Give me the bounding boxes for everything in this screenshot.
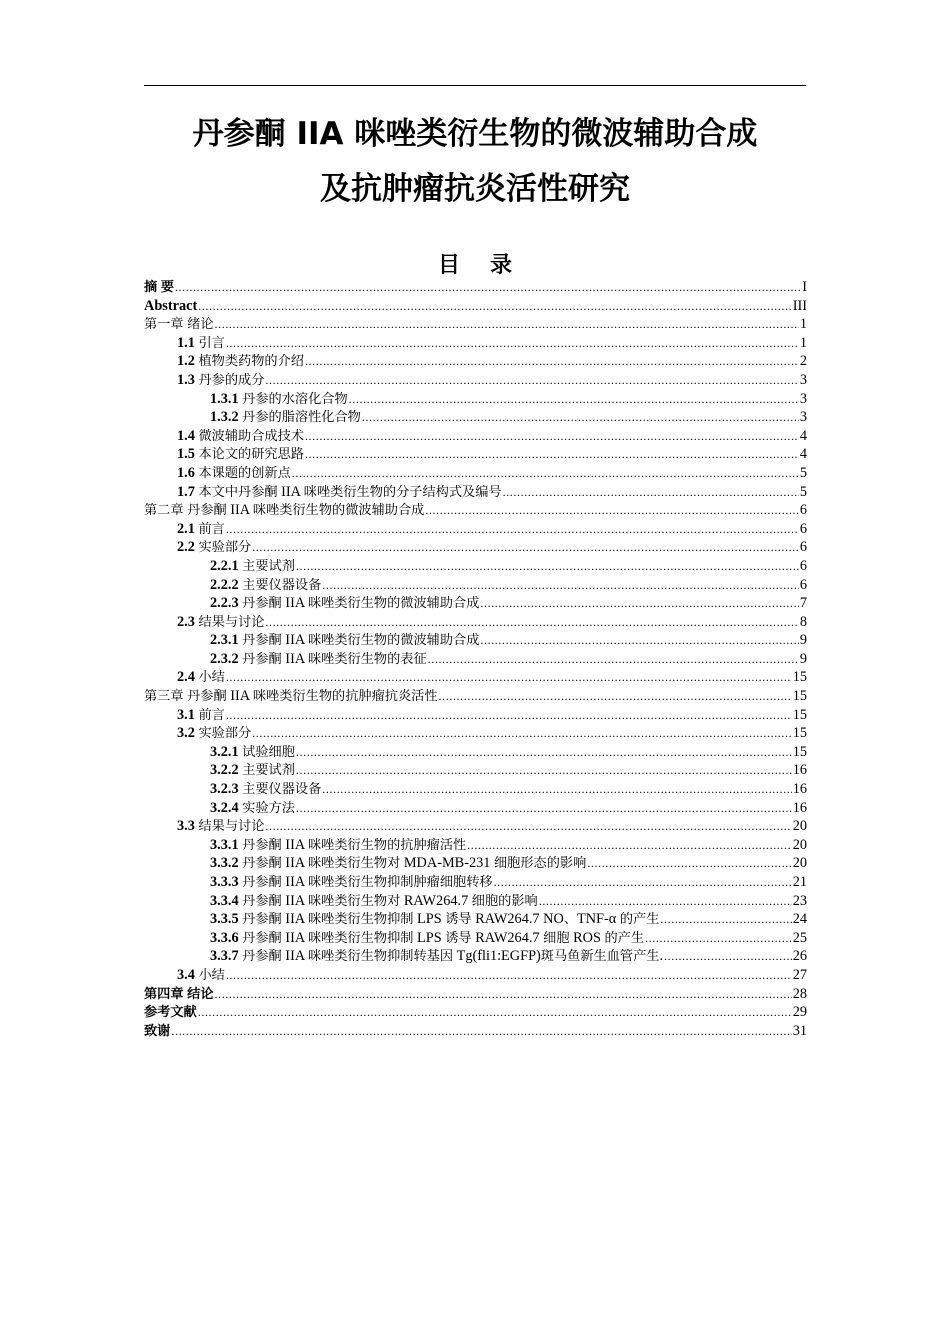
toc-entry-title <box>144 278 174 297</box>
toc-page-number: 4 <box>799 427 807 444</box>
toc-entry-label: 引言 <box>198 335 225 351</box>
toc-entry-number: 3.2.4 <box>210 799 239 816</box>
toc-entry-label: 丹参酮 IIA 咪唑类衍生物的抗肿瘤活性 <box>242 836 467 853</box>
document-title-line-2: 及抗肿瘤抗炎活性研究 <box>320 171 630 207</box>
toc-entry[interactable] <box>144 724 807 743</box>
toc-entry-title <box>144 315 214 334</box>
toc-entry-title <box>144 297 197 316</box>
toc-entry[interactable] <box>144 892 807 911</box>
toc-page-number: 27 <box>792 966 807 983</box>
toc-entry-title <box>177 668 225 687</box>
toc-entry-number: 3.3 <box>177 818 195 835</box>
toc-entry-title <box>177 483 502 502</box>
toc-entry[interactable] <box>144 929 807 948</box>
toc-entry-title <box>210 743 295 762</box>
toc-entry[interactable] <box>144 687 807 706</box>
toc-page-number: 15 <box>792 706 807 723</box>
toc-entry-number: 1.3 <box>177 371 195 388</box>
toc-page-number: 6 <box>799 557 807 574</box>
toc-page-number: 3 <box>799 371 807 388</box>
toc-leader-dots <box>226 966 792 985</box>
toc-leader-dots <box>252 538 799 557</box>
toc-entry[interactable] <box>144 743 807 762</box>
toc-page-number: 16 <box>792 781 807 798</box>
toc-entry-title <box>177 427 304 446</box>
toc-entry-number: 1.3.1 <box>210 390 239 407</box>
toc-entry-title <box>210 576 321 595</box>
toc-leader-dots <box>439 687 792 706</box>
toc-entry-label: 丹参的成分 <box>198 372 265 388</box>
toc-entry[interactable] <box>144 278 807 297</box>
toc-leader-dots <box>645 929 792 948</box>
toc-entry-number: 3.2.1 <box>210 743 239 760</box>
toc-leader-dots <box>171 1022 791 1041</box>
toc-heading: 目录 <box>437 253 542 278</box>
toc-page-number: 23 <box>792 892 807 909</box>
toc-leader-dots <box>198 297 792 316</box>
toc-leader-dots <box>296 743 792 762</box>
toc-entry[interactable] <box>144 817 807 836</box>
toc-leader-dots <box>660 910 791 929</box>
toc-entry-title <box>210 780 321 799</box>
toc-entry[interactable] <box>144 371 807 390</box>
toc-entry-number: 3.2.2 <box>210 762 239 779</box>
toc-leader-dots <box>322 576 799 595</box>
toc-leader-dots <box>265 371 798 390</box>
toc-entry-label: 丹参的水溶化合物 <box>242 391 348 407</box>
toc-page-number: 25 <box>792 929 807 946</box>
toc-entry-title <box>210 650 427 669</box>
toc-entry-title <box>177 724 251 743</box>
toc-entry-label: 结果与讨论 <box>198 614 265 630</box>
toc-entry-label: 实验方法 <box>242 800 295 816</box>
toc-page-number: 16 <box>792 799 807 816</box>
toc-entry-label: 试验细胞 <box>242 744 295 760</box>
toc-leader-dots <box>226 334 799 353</box>
toc-page-number: 31 <box>792 1022 807 1039</box>
toc-leader-dots <box>226 668 792 687</box>
toc-entry-number: 1.1 <box>177 334 195 351</box>
toc-entry[interactable] <box>144 1003 807 1022</box>
toc-leader-dots <box>175 278 801 297</box>
toc-entry-number: 2.2 <box>177 539 195 556</box>
table-of-contents <box>144 278 807 1040</box>
toc-entry[interactable] <box>144 427 807 446</box>
toc-entry[interactable] <box>144 352 807 371</box>
toc-entry-label: 小结 <box>198 670 225 686</box>
toc-entry[interactable] <box>144 854 807 873</box>
toc-entry-number: 1.6 <box>177 464 195 481</box>
toc-page-number: 6 <box>799 576 807 593</box>
toc-entry-label: 丹参酮 IIA 咪唑类衍生物对 MDA-MB-231 细胞形态的影响 <box>242 855 587 872</box>
toc-entry[interactable] <box>144 985 807 1004</box>
toc-leader-dots <box>349 390 799 409</box>
toc-entry-label: 丹参酮 IIA 咪唑类衍生物抑制 LPS 诱导 RAW264.7 细胞 ROS 的产生 <box>242 929 645 946</box>
toc-leader-dots <box>252 724 792 743</box>
toc-entry-title <box>177 706 225 725</box>
toc-page-number: 6 <box>799 539 807 556</box>
toc-leader-dots <box>664 947 792 966</box>
toc-entry-title <box>210 799 295 818</box>
toc-entry-label: 主要仪器设备 <box>242 577 322 593</box>
toc-page-number: 16 <box>792 762 807 779</box>
toc-leader-dots <box>480 594 798 613</box>
toc-entry[interactable] <box>144 761 807 780</box>
toc-entry[interactable] <box>144 483 807 502</box>
toc-entry[interactable] <box>144 408 807 427</box>
toc-entry-label: 第四章 结论 <box>144 986 214 1002</box>
toc-entry-label: 丹参酮 IIA 咪唑类衍生物抑制转基因 Tg(fli1:EGFP)斑马鱼新生血管产生. <box>242 948 664 965</box>
toc-leader-dots <box>215 985 792 1004</box>
toc-entry[interactable] <box>144 297 807 316</box>
toc-entry[interactable] <box>144 650 807 669</box>
toc-leader-dots <box>362 408 799 427</box>
toc-entry[interactable] <box>144 538 807 557</box>
toc-page-number: 15 <box>792 743 807 760</box>
toc-leader-dots <box>587 854 791 873</box>
toc-entry-label: 结果与讨论 <box>198 819 265 835</box>
toc-entry[interactable] <box>144 799 807 818</box>
toc-entry-label: 主要试剂 <box>242 763 295 779</box>
toc-entry-title <box>177 352 304 371</box>
toc-page-number: 26 <box>792 948 807 965</box>
toc-entry-title <box>144 687 438 706</box>
toc-entry-label: 丹参酮 IIA 咪唑类衍生物的微波辅助合成 <box>242 595 480 612</box>
toc-entry[interactable] <box>144 910 807 929</box>
toc-entry[interactable] <box>144 668 807 687</box>
toc-page-number: 2 <box>799 353 807 370</box>
toc-page-number: 15 <box>792 669 807 686</box>
toc-entry-label: 本课题的创新点 <box>198 465 291 481</box>
toc-entry-label: 实验部分 <box>198 726 252 742</box>
toc-entry-number: 3.3.1 <box>210 836 239 853</box>
toc-entry[interactable] <box>144 594 807 613</box>
toc-page-number: 6 <box>799 520 807 537</box>
toc-leader-dots <box>265 613 798 632</box>
toc-entry-label: 丹参酮 IIA 咪唑类衍生物对 RAW264.7 细胞的影响 <box>242 892 538 909</box>
toc-entry-title <box>210 892 538 911</box>
toc-entry[interactable] <box>144 836 807 855</box>
toc-page-number: 24 <box>792 911 807 928</box>
toc-page-number: 20 <box>792 855 807 872</box>
toc-entry-label: 实验部分 <box>198 540 252 556</box>
toc-entry-number: 2.1 <box>177 520 195 537</box>
toc-page-number: I <box>802 279 807 295</box>
toc-entry-number: 3.3.7 <box>210 948 239 965</box>
toc-entry-label: 参考文献 <box>144 1005 197 1021</box>
toc-entry-number: 2.3.2 <box>210 650 239 667</box>
toc-page-number: 5 <box>799 464 807 481</box>
toc-page-number: 21 <box>792 874 807 890</box>
toc-leader-dots <box>226 706 792 725</box>
toc-entry-label: 丹参酮 IIA 咪唑类衍生物的表征 <box>242 650 427 667</box>
toc-entry-title <box>210 557 295 576</box>
toc-entry-label: 前言 <box>198 707 225 723</box>
toc-leader-dots <box>296 761 792 780</box>
toc-entry-label: 第一章 绪论 <box>144 317 214 333</box>
toc-leader-dots <box>494 873 792 892</box>
toc-entry[interactable] <box>144 445 807 464</box>
toc-entry[interactable] <box>144 706 807 725</box>
toc-entry-title <box>210 873 493 892</box>
toc-entry-label: 主要仪器设备 <box>242 782 322 798</box>
toc-entry-title <box>177 464 291 483</box>
toc-page-number: 15 <box>792 725 807 742</box>
toc-leader-dots <box>198 1003 792 1022</box>
toc-page-number: 5 <box>799 483 807 500</box>
toc-page-number: 4 <box>799 446 807 463</box>
toc-entry-number: 1.3.2 <box>210 409 239 426</box>
toc-entry-title <box>177 334 225 353</box>
toc-entry-number: 1.7 <box>177 483 195 500</box>
toc-entry-title <box>177 445 304 464</box>
toc-entry-title <box>210 631 479 650</box>
toc-entry[interactable] <box>144 576 807 595</box>
toc-entry-number: 3.1 <box>177 706 195 723</box>
toc-entry[interactable] <box>144 873 807 892</box>
toc-entry-title <box>210 408 361 427</box>
toc-entry-label: 植物类药物的介绍 <box>198 354 304 370</box>
toc-entry-title <box>210 947 663 966</box>
toc-entry-label: 主要试剂 <box>242 558 295 574</box>
toc-entry[interactable] <box>144 520 807 539</box>
toc-leader-dots <box>425 501 798 520</box>
toc-entry-number: 3.3.4 <box>210 892 239 909</box>
toc-entry-title <box>210 929 644 948</box>
toc-entry-title <box>144 501 424 520</box>
toc-entry-label: 本论文的研究思路 <box>198 447 304 463</box>
toc-entry-label: Abstract <box>144 297 198 314</box>
toc-page-number: 9 <box>799 632 807 649</box>
toc-page-number: 28 <box>792 985 807 1002</box>
toc-leader-dots <box>503 483 799 502</box>
toc-entry[interactable] <box>144 1022 807 1041</box>
toc-entry-label: 丹参酮 IIA 咪唑类衍生物抑制 LPS 诱导 RAW264.7 NO、TNF-α 的产生 <box>242 911 660 928</box>
toc-entry-label: 本文中丹参酮 IIA 咪唑类衍生物的分子结构式及编号 <box>198 483 502 500</box>
toc-entry-number: 2.4 <box>177 669 195 686</box>
toc-entry-number: 3.3.6 <box>210 929 239 946</box>
header-rule <box>144 85 806 86</box>
toc-page-number: 15 <box>792 688 807 705</box>
toc-entry-number: 2.2.3 <box>210 595 239 612</box>
toc-leader-dots <box>305 352 799 371</box>
toc-leader-dots <box>428 650 799 669</box>
toc-page-number: 7 <box>799 595 807 612</box>
toc-entry-title <box>210 761 295 780</box>
toc-entry-number: 2.2.1 <box>210 557 239 574</box>
toc-page-number: 6 <box>799 502 807 519</box>
toc-page-number: 1 <box>799 334 807 351</box>
toc-entry-label: 小结 <box>198 967 225 983</box>
toc-entry-label: 丹参酮 IIA 咪唑类衍生物抑制肿瘤细胞转移 <box>242 874 493 890</box>
toc-leader-dots <box>296 799 792 818</box>
toc-leader-dots <box>322 780 791 799</box>
toc-leader-dots <box>480 631 798 650</box>
toc-entry[interactable] <box>144 613 807 632</box>
toc-entry-label: 致谢 <box>144 1023 171 1039</box>
toc-leader-dots <box>539 892 792 911</box>
toc-entry-title <box>177 520 225 539</box>
toc-entry-title <box>210 910 659 929</box>
toc-entry-title <box>210 390 348 409</box>
toc-page-number: 9 <box>799 650 807 667</box>
toc-leader-dots <box>467 836 792 855</box>
toc-entry-label: 第二章 丹参酮 IIA 咪唑类衍生物的微波辅助合成 <box>144 502 425 519</box>
toc-entry-label: 丹参酮 IIA 咪唑类衍生物的微波辅助合成 <box>242 632 480 649</box>
toc-page-number: 8 <box>799 613 807 630</box>
toc-page-number: 3 <box>799 390 807 407</box>
toc-entry-label: 微波辅助合成技术 <box>198 428 304 444</box>
toc-entry[interactable] <box>144 947 807 966</box>
toc-entry[interactable] <box>144 780 807 799</box>
toc-entry[interactable] <box>144 501 807 520</box>
toc-page-number: 29 <box>792 1004 807 1021</box>
toc-entry-label: 第三章 丹参酮 IIA 咪唑类衍生物的抗肿瘤抗炎活性 <box>144 688 438 705</box>
toc-entry-number: 3.2 <box>177 725 195 742</box>
toc-entry-number: 3.3.3 <box>210 874 239 890</box>
toc-entry-title <box>144 1022 170 1041</box>
toc-entry-title <box>210 594 479 613</box>
toc-leader-dots <box>305 427 799 446</box>
toc-entry-title <box>210 836 466 855</box>
toc-entry-title <box>210 854 586 873</box>
toc-entry[interactable] <box>144 464 807 483</box>
toc-leader-dots <box>215 315 799 334</box>
toc-leader-dots <box>226 520 799 539</box>
toc-entry-label: 前言 <box>198 521 225 537</box>
toc-leader-dots <box>292 464 799 483</box>
toc-entry-label: 丹参的脂溶性化合物 <box>242 410 361 426</box>
toc-entry-number: 2.2.2 <box>210 576 239 593</box>
toc-entry-number: 1.2 <box>177 353 195 370</box>
toc-page-number: 20 <box>792 818 807 835</box>
document-title-line-1: 丹参酮 IIA 咪唑类衍生物的微波辅助合成 <box>192 116 758 152</box>
toc-page-number: 3 <box>799 409 807 426</box>
toc-page-number: 1 <box>799 316 807 333</box>
toc-entry-title <box>144 985 214 1004</box>
toc-entry-title <box>177 538 251 557</box>
toc-entry-number: 3.3.5 <box>210 911 239 928</box>
toc-entry-number: 3.3.2 <box>210 855 239 872</box>
toc-leader-dots <box>305 445 799 464</box>
toc-entry[interactable] <box>144 631 807 650</box>
toc-leader-dots <box>265 817 791 836</box>
toc-entry-label: 摘 要 <box>144 280 174 295</box>
toc-entry-title <box>177 966 225 985</box>
toc-entry-title <box>177 817 264 836</box>
toc-entry-title <box>177 371 264 390</box>
toc-entry-title <box>144 1003 197 1022</box>
toc-page-number: III <box>792 297 807 314</box>
toc-entry[interactable] <box>144 315 807 334</box>
toc-entry-number: 1.4 <box>177 427 195 444</box>
toc-entry-number: 3.4 <box>177 966 195 983</box>
toc-leader-dots <box>296 557 799 576</box>
toc-entry-number: 2.3.1 <box>210 632 239 649</box>
toc-page-number: 20 <box>792 836 807 853</box>
toc-entry-number: 2.3 <box>177 613 195 630</box>
toc-entry-number: 3.2.3 <box>210 781 239 798</box>
toc-entry[interactable] <box>144 557 807 576</box>
toc-entry-title <box>177 613 264 632</box>
toc-entry[interactable] <box>144 966 807 985</box>
toc-entry-number: 1.5 <box>177 446 195 463</box>
toc-entry[interactable] <box>144 390 807 409</box>
toc-entry[interactable] <box>144 334 807 353</box>
